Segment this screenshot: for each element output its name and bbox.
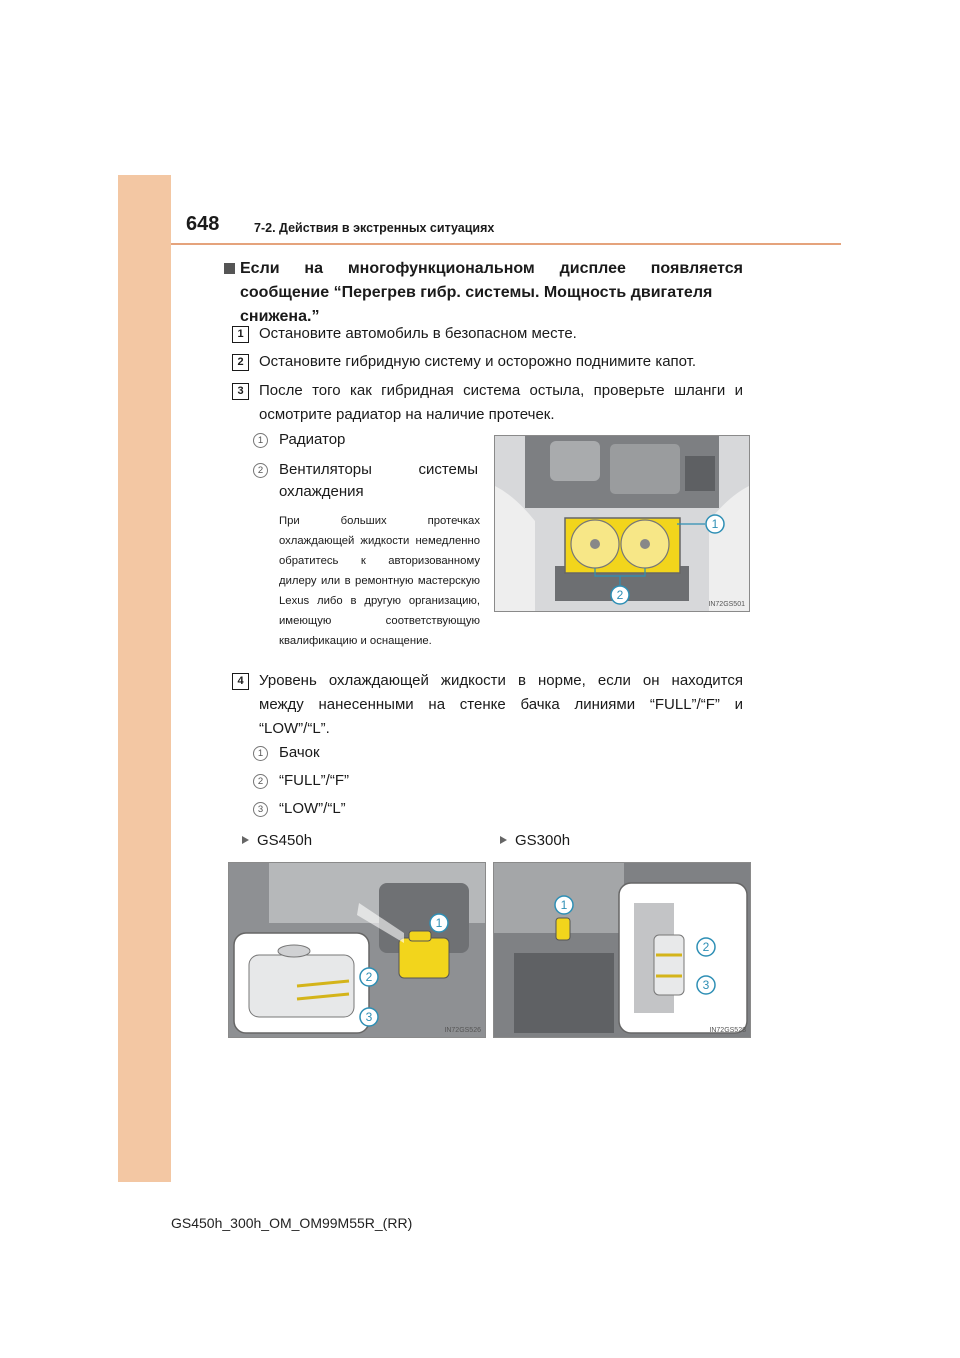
gs300h-callout-3: 3 — [702, 978, 710, 992]
gs300h-image-code: IN72GS528 — [709, 1027, 746, 1034]
gs450h-callout-1: 1 — [435, 916, 443, 930]
footer-doc-code: GS450h_300h_OM_OM99M55R_(RR) — [171, 1215, 413, 1231]
gs450h-photo — [228, 862, 486, 1038]
radiator-image-code: IN72GS501 — [708, 601, 745, 608]
step-number-3: 3 — [232, 383, 249, 400]
heading-line-2: сообщение “Перегрев гибр. системы. Мощность двигателя — [240, 284, 713, 301]
callout-2-icon: 2 — [253, 463, 268, 478]
header-rule — [171, 243, 841, 245]
gs300h-photo — [493, 862, 751, 1038]
callout-2-icon: 2 — [253, 774, 268, 789]
full-label: “FULL”/“F” — [279, 772, 349, 789]
heading — [240, 257, 743, 329]
gs450h-callout-2: 2 — [365, 970, 373, 984]
callout-1-icon: 1 — [253, 433, 268, 448]
step-text-4: Уровень охлаждающей жидкости в норме, если он находится между нанесенными на стенке бачка линиями “FULL”/“F” и “LOW”/“L”. — [259, 672, 743, 737]
callout-3-icon: 3 — [253, 802, 268, 817]
radiator-callout-2: 2 — [616, 588, 624, 602]
callout-1-icon: 1 — [253, 746, 268, 761]
step-text-3: После того как гибридная система остыла, проверьте шланги и осмотрите радиатор на наличие протечек. — [259, 382, 743, 423]
page-number: 648 — [186, 213, 220, 235]
square-bullet-icon — [224, 263, 235, 274]
heading-line-1: Если на многофункциональном дисплее появляется — [240, 260, 743, 277]
gs300h-reservoir-illustration — [494, 863, 750, 1037]
step-number-2: 2 — [232, 354, 249, 371]
radiator-callout-1: 1 — [711, 517, 719, 531]
triangle-bullet-icon — [242, 836, 249, 844]
step-number-4: 4 — [232, 673, 249, 690]
low-label: “LOW”/“L” — [279, 800, 346, 817]
variant-gs450h: GS450h — [242, 832, 312, 849]
gs450h-reservoir-illustration — [229, 863, 485, 1037]
gs450h-image-code: IN72GS526 — [444, 1027, 481, 1034]
heading-line-3: снижена.” — [240, 308, 320, 325]
radiator-label: Радиатор — [279, 431, 346, 448]
leak-note: При больших протечках охлаждающей жидкости немедленно обратитесь к авторизованному дилеру или в ремонтную мастерскую Lexus либо в другую организацию, имеющую соответствующую квалификацию и оснащение. — [279, 515, 480, 647]
step-text-2: Остановите гибридную систему и осторожно поднимите капот. — [259, 353, 697, 370]
side-color-band — [118, 175, 171, 1182]
fans-label: Вентиляторы системы охлаждения — [279, 461, 478, 500]
step-text-1: Остановите автомобиль в безопасном месте. — [259, 325, 577, 342]
section-title: 7-2. Действия в экстренных ситуациях — [254, 221, 495, 235]
gs450h-callout-3: 3 — [365, 1010, 373, 1024]
engine-bay-illustration — [495, 436, 749, 611]
step-number-1: 1 — [232, 326, 249, 343]
radiator-photo — [494, 435, 750, 612]
variant-gs300h: GS300h — [500, 832, 570, 849]
triangle-bullet-icon — [500, 836, 507, 844]
reservoir-label: Бачок — [279, 744, 320, 761]
gs300h-callout-2: 2 — [702, 940, 710, 954]
gs300h-callout-1: 1 — [560, 898, 568, 912]
